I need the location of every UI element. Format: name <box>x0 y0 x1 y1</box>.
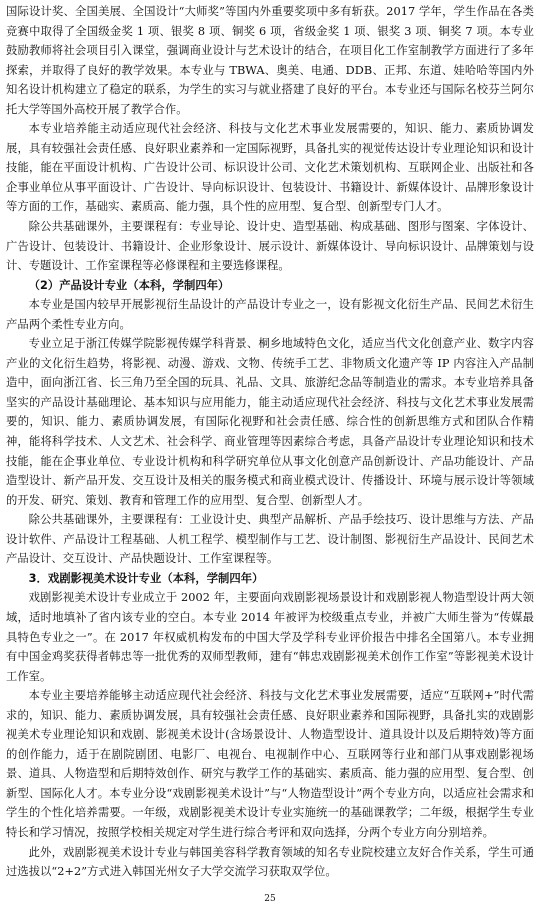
heading-drama-film-art-design: 3．戏剧影视美术设计专业（本科，学制四年） <box>28 571 264 585</box>
paragraph-product-design-courses: 除公共基础课外，主要课程有：工业设计史、典型产品解析、产品手绘技巧、设计思维与方法、产品设计软件、产品设计工程基础、人机工程学、模型制作与工艺、设计制图、影视衍生产品设计、民间艺术产品设计、交互设计、产品快题设计、工作室课程等。 <box>6 513 534 566</box>
paragraph-product-design-goals: 专业立足于浙江传媒学院影视传媒学科背景、桐乡地域特色文化，适应当代文化创意产业、数字内容产业的文化衍生趋势，将影视、动漫、游戏、文物、传统手工艺、非物质文化遗产等 IP 内容注入产品制造中，面向浙江省、长三角乃至全国的玩具、礼品、文具、旅游纪念品等制造业的需求。本专业培养具备坚实的产品设计基础理论、基本知识与应用能力，能主动适应现代社会经济、科技与文化艺术事业发展需要的，知识、能力、素质协调发展，有国际化视野和社会责任感、综合性的创新思维方式和团队合作精神，能将科学技术、人文艺术、社会科学、商业管理等因素综合考虑，具备产品设计专业理论知识和技术技能，能在企事业单位、专业设计机构和科学研究单位从事文化创意产品创新设计、产品功能设计、产品造型设计、新产品开发、交互设计及相关的服务模式和商业模式设计、传播设计、环境与展示设计等领域的开发、研究、策划、教育和管理工作的应用型、复合型、创新型人才。 <box>6 337 534 507</box>
paragraph-drama-film-intro: 戏剧影视美术设计专业成立于 2002 年，主要面向戏剧影视场景设计和戏剧影视人物造型设计两大领域，适时地填补了省内该专业的空白。本专业 2014 年被评为校级重点专业，并被广大师生誉为“传媒最具特色专业之一”。在 2017 年权威机构发布的中国大学及学科专业评价报告中排名全国第八。本专业拥有中国金鸡奖获得者韩忠等一批优秀的双师型教师，建有“韩忠戏剧影视美术创作工作室”等影视美术设计工作室。 <box>6 591 534 683</box>
paragraph-product-design-intro: 本专业是国内较早开展影视衍生品设计的产品设计专业之一，设有影视文化衍生产品、民间艺术衍生产品两个柔性专业方向。 <box>6 298 534 331</box>
paragraph-visual-design-courses: 除公共基础课外，主要课程有：专业导论、设计史、造型基础、构成基础、图形与图案、字体设计、广告设计、包装设计、书籍设计、企业形象设计、展示设计、新媒体设计、导向标识设计、品牌策划与设计、专题设计、工作室课程等必修课程和主要选修课程。 <box>6 220 534 273</box>
heading-product-design: （2）产品设计专业（本科，学制四年） <box>28 278 230 292</box>
paragraph-drama-film-goals: 本专业主要培养能够主动适应现代社会经济、科技与文化艺术事业发展需要，适应“互联网+”时代需求的，知识、能力、素质协调发展，具有较强社会责任感、良好职业素养和国际视野，具备扎实的戏剧影视美术专业理论知识和戏剧、影视美术设计(含场景设计、人物造型设计、道具设计以及后期特效)等方面的创作能力，适于在剧院剧团、电影厂、电视台、电视制作中心、互联网等行业和部门从事戏剧影视场景、道具、人物造型和后期特效创作、研究与教学工作的基础实、素质高、能力强的应用型、复合型、创新型、国际化人才。本专业分设“戏剧影视美术设计”与“人物造型设计”两个专业方向，以适应社会需求和学生的个性化培养需要。一年级，戏剧影视美术设计专业实施统一的基础课教学；二年级，根据学生专业特长和学习情况，按照学校相关规定对学生进行综合考评和双向选择，分两个专业方向分别培养。 <box>6 689 534 839</box>
paragraph-awards-continued: 国际设计奖、全国美展、全国设计“大师奖”等国内外重要奖项中多有斩获。2017 学年，学生作品在各类竞赛中取得了全国级金奖 1 项、银奖 8 项、铜奖 6 项，省级金奖 1 项、银奖 3 项、铜奖 7 项。本专业鼓励教师将社会项目引入课堂，强调商业设计与艺术设计的结合，在项目化工作室制教学方面进行了多年探索，并取得了良好的教学效果。本专业与 TBWA、奥美、电通、DDB、正邦、东道、娃哈哈等国内外知名设计机构建立了稳定的联系，为学生的实习与就业搭建了良好的平台。本专业还与国际名校芬兰阿尔托大学等国外高校开展了教学合作。 <box>6 5 534 116</box>
page-number: 25 <box>264 894 276 904</box>
paragraph-drama-film-cooperation: 此外，戏剧影视美术设计专业与韩国美容科学教育领域的知名专业院校建立友好合作关系，学生可通过选拔以“2+2”方式进入韩国光州女子大学交流学习获取双学位。 <box>6 845 534 879</box>
paragraph-visual-design-goals: 本专业培养能主动适应现代社会经济、科技与文化艺术事业发展需要的，知识、能力、素质协调发展，具有较强社会责任感、良好职业素养和一定国际视野，具备扎实的视觉传达设计专业理论知识和设计技能，能在平面设计机构、广告设计公司、标识设计公司、文化艺术策划机构、互联网企业、出版社和各企事业单位从事平面设计、广告设计、导向标识设计、包装设计、书籍设计、新媒体设计、品牌形象设计等方面的工作，基础实、素质高、能力强，具个性的应用型、复合型、创新型专门人才。 <box>6 122 534 214</box>
document-body <box>6 2 534 882</box>
